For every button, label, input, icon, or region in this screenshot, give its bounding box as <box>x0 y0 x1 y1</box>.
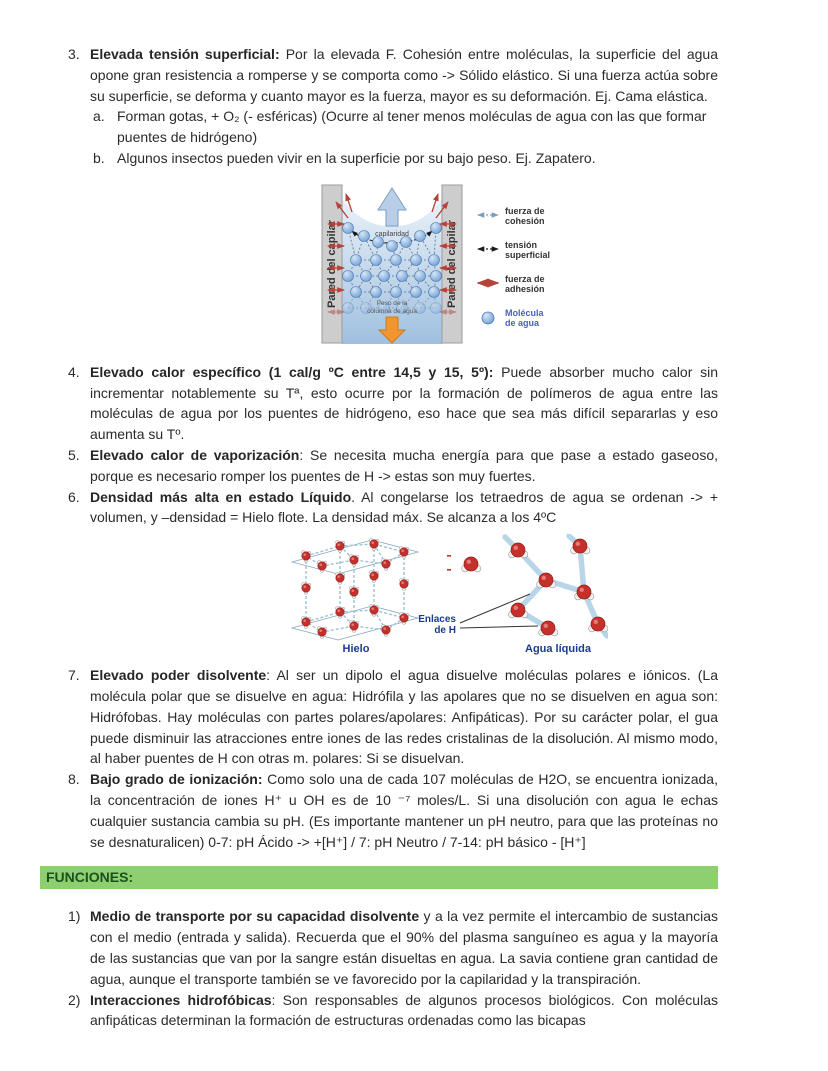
item-body: : Se necesita mucha energía para que pase a estado gaseoso, porque es necesario romper los puentes de H -> estas son muy fuertes. <box>90 446 718 484</box>
wall-label-left: Pared del capilar <box>326 219 338 308</box>
weight-label-line1: Peso de la <box>376 299 408 307</box>
item-bold-lead: Elevado poder disolvente <box>90 667 267 684</box>
sublist-item-a <box>93 106 718 148</box>
delta-mark <box>447 555 451 557</box>
section-header-funciones: FUNCIONES: <box>40 866 718 889</box>
legend-tension-line1: tensión <box>505 239 538 250</box>
item-number: 7. <box>68 667 80 684</box>
legend-adhesion-line2: adhesión <box>505 283 545 294</box>
density-figure <box>278 534 718 661</box>
item-number: 3. <box>68 46 80 62</box>
item-text <box>90 44 718 106</box>
item-bold-lead: Bajo grado de ionización: <box>90 771 263 788</box>
subitem-text: Forman gotas, + O₂ (- esféricas) (Ocurre al tener menos moléculas de agua con las que formar puentes de hidrógeno) <box>117 108 707 146</box>
legend-cohesion-line2: cohesión <box>505 215 545 226</box>
lone-water-molecule <box>447 555 481 572</box>
capillarity-diagram <box>306 184 596 344</box>
capillarity-arrow <box>375 188 409 238</box>
item-number: 4. <box>68 363 80 380</box>
list-item-3 <box>68 44 718 106</box>
item-number: 5. <box>68 446 80 463</box>
item-text <box>90 445 718 487</box>
wall-label-right: Pared del capilar <box>446 219 458 308</box>
water-properties-list <box>68 44 718 852</box>
list-item-8 <box>68 769 718 852</box>
liquid-water-cluster <box>418 536 608 655</box>
item-bold-lead: Densidad más alta en estado Líquido <box>90 488 352 505</box>
legend-molecule-line1: Molécula <box>505 307 544 318</box>
item-body: : Son responsables de algunos procesos biológicos. Con moléculas anfipáticas determinan la formación de estructuras ordenadas como las bicapas <box>90 991 718 1029</box>
item-body: Como solo una de cada 107 moléculas de H2O, se encuentra ionizada, la concentración de iones H⁺ u OH es de 10 ⁻⁷ moles/L. Si una disolución con agua le echas cualquier sustancia cambia su pH. (Es importante mantener un pH neutro, para que las proteínas no se desnaturalicen) 0-7: pH Ácido -> +[H⁺] / 7: pH Neutro / 7-14: pH básico - [H⁺] <box>90 771 718 850</box>
item-text <box>90 906 718 989</box>
item-bold-lead: Medio de transporte por su capacidad disolvente <box>90 908 420 925</box>
item-bold-lead: Elevado calor específico (1 cal/g ºC entre 14,5 y 15, 5º): <box>90 363 494 380</box>
item-body: Por la elevada F. Cohesión entre moléculas, la superficie del agua opone gran resistencia a romperse y se comporta como -> Sólido elástico. Si una fuerza actúa sobre su superficie, se deforma y cuanto mayor es la fuerza, mayor es su deformación. Ej. Cama elástica. <box>90 46 718 104</box>
item-number: 2) <box>68 991 81 1008</box>
item-text <box>90 990 718 1032</box>
item-body: Puede absorber mucho calor sin incrementar notablemente su Tª, esto ocurre por la formación de polímeros de agua entre las moléculas de agua por los puentes de hidrógeno, eso hace que sea más difícil separarlas y eso aumenta su Tº. <box>90 363 718 443</box>
weight-label-line2: columna de agua <box>367 307 417 315</box>
water-molecule-icon <box>482 312 494 324</box>
water-functions-list <box>68 906 718 1031</box>
item-body: y a la vez permite el intercambio de sustancias con el medio (entrada y salida). Recuerda que el 90% del plasma sanguíneo es agua y la mayoría de las sustancias que van por la sangre están disueltas en agua. La savia contiene gran cantidad de agua, aunque el transporte también se ve favorecido por la capilaridad y la transpiración. <box>90 908 718 987</box>
h-bonds-label-line1: Enlaces <box>418 614 456 626</box>
item-text <box>90 362 718 445</box>
item-text <box>90 665 718 769</box>
subitem-letter: a. <box>93 108 105 125</box>
list-item-7 <box>68 665 718 769</box>
legend-molecule-line2: de agua <box>505 317 540 328</box>
legend-tension-line2: superficial <box>505 249 551 260</box>
legend-cohesion-line1: fuerza de <box>505 205 545 216</box>
item-bold-lead: Elevada tensión superficial: <box>90 46 280 62</box>
ice-vs-liquid-diagram <box>278 534 608 656</box>
ice-label: Hielo <box>342 643 370 656</box>
list-item-6 <box>68 487 718 529</box>
item-number: 1) <box>68 908 81 925</box>
capillarity-label: capilaridad <box>375 230 409 238</box>
list-item-5 <box>68 445 718 487</box>
list-item-4 <box>68 362 718 445</box>
list-item-f2 <box>68 990 718 1032</box>
delta-mark <box>447 569 451 571</box>
item-bold-lead: Elevado calor de vaporización <box>90 446 300 463</box>
ice-lattice <box>292 539 418 656</box>
sublist-item-b <box>93 148 718 169</box>
liquid-label: Agua líquida <box>525 643 591 656</box>
item-body: . Al congelarse los tetraedros de agua se ordenan -> + volumen, y –densidad = Hielo flote. La densidad máx. Se alcanza a los 4ºC <box>90 488 719 526</box>
item-number: 8. <box>68 771 80 788</box>
sublist-item-3 <box>93 106 718 168</box>
item-bold-lead: Interacciones hidrofóbicas <box>90 991 272 1008</box>
list-item-f1 <box>68 906 718 989</box>
figure-legend <box>478 206 550 328</box>
capillarity-figure <box>306 184 718 349</box>
item-text <box>90 769 718 852</box>
subitem-text: Algunos insectos pueden vivir en la superficie por su bajo peso. Ej. Zapatero. <box>117 149 596 166</box>
subitem-letter: b. <box>93 149 105 166</box>
h-bonds-label-line2: de H <box>434 625 456 637</box>
item-body: : Al ser un dipolo el agua disuelve moléculas polares e iónicos. (La molécula polar que se disuelve en agua: Hidrófila y las apolares que no se disuelven en agua son: Hidrófobas. Hay moléculas con partes polares/apolares: Anfipáticas). Por su carácter polar, el gua puede disminuir las atracciones entre iones de las redes cristalinas de la disolución. Al mismo modo, al haber puentes de H con otras m. polares: Si se disuelvan. <box>90 667 719 767</box>
item-number: 6. <box>68 488 80 505</box>
item-text <box>90 487 718 529</box>
legend-adhesion-line1: fuerza de <box>505 273 545 284</box>
